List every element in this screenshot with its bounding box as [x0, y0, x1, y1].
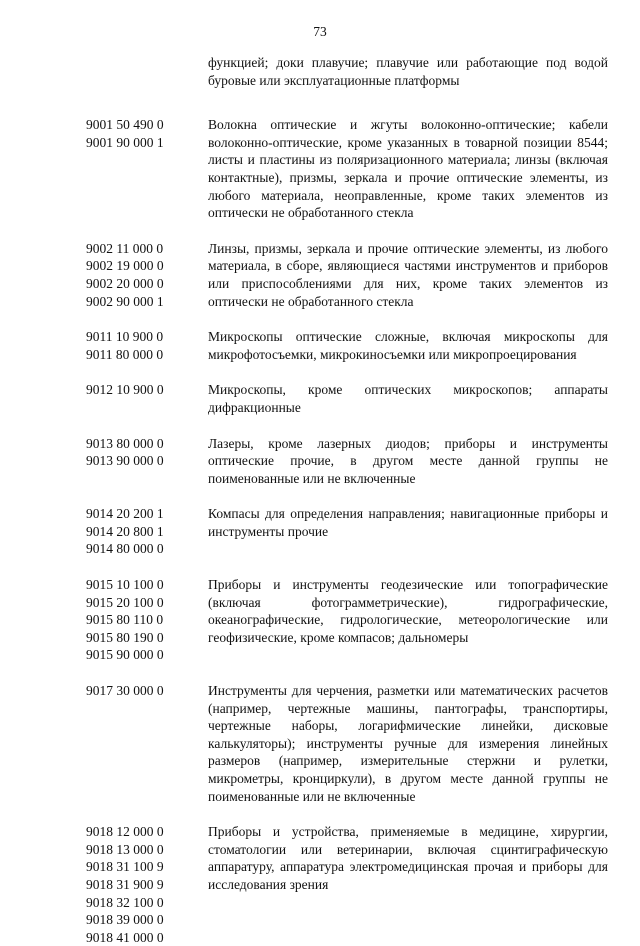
tnved-code: 9002 90 000 1 [86, 293, 164, 309]
list-item [86, 328, 608, 363]
list-item [86, 116, 608, 222]
tnved-code: 9015 90 000 0 [86, 647, 164, 663]
code-column [86, 682, 208, 700]
tnved-code: 9011 10 900 0 [86, 329, 164, 345]
code-column [86, 435, 208, 470]
list-item [86, 576, 608, 664]
tnved-code: 9018 31 100 9 [86, 859, 164, 875]
list-item [86, 505, 608, 558]
tnved-code: 9001 90 000 1 [86, 134, 164, 150]
code-column [86, 328, 208, 363]
page-number: 73 [313, 24, 327, 39]
tnved-code: 9013 90 000 0 [86, 453, 164, 469]
tnved-code: 9015 20 100 0 [86, 594, 164, 610]
tnved-code: 9018 41 000 0 [86, 929, 164, 945]
tnved-code: 9014 20 200 1 [86, 506, 164, 522]
list-item [86, 682, 608, 805]
tnved-code: 9018 39 000 0 [86, 912, 164, 928]
code-column [86, 381, 208, 399]
code-column [86, 505, 208, 558]
item-description: Инструменты для черчения, разметки или математических расчетов (например, чертежные машины, пантографы, транспортиры, чертежные наборы, логарифмические линейки, дисковые калькуляторы); инструменты ручные для измерения линейных размеров (например, измерительные стержни и рулетки, микрометры, кронциркули), в другом месте данной группы не поименованные или не включенные [208, 683, 608, 804]
code-column [86, 576, 208, 664]
item-description: Лазеры, кроме лазерных диодов; приборы и инструменты оптические прочие, в другом месте данной группы не поименованные или не включенные [208, 435, 608, 486]
item-description: функцией; доки плавучие; плавучие или работающие под водой буровые или эксплуатационные платформы [208, 55, 608, 88]
tnved-code: 9002 19 000 0 [86, 258, 164, 274]
tnved-code: 9012 10 900 0 [86, 382, 164, 398]
code-column [86, 823, 208, 946]
tnved-code: 9018 32 100 0 [86, 894, 164, 910]
tnved-code: 9015 80 190 0 [86, 629, 164, 645]
tnved-code: 9014 80 000 0 [86, 541, 164, 557]
tnved-code: 9018 31 900 9 [86, 876, 164, 892]
item-description: Микроскопы, кроме оптических микроскопов; аппараты дифракционные [208, 382, 608, 415]
item-description: Волокна оптические и жгуты волоконно-оптические; кабели волоконно-оптические, кроме указанных в товарной позиции 8544; листы и пластины из поляризационного материала; линзы (включая контактные), призмы, зеркала и прочие оптические элементы, из любого материала, неоправленные, кроме таких элементов из оптически не обработанного стекла [208, 117, 608, 221]
tnved-code: 9013 80 000 0 [86, 435, 164, 451]
tnved-code: 9014 20 800 1 [86, 523, 164, 539]
item-description: Приборы и инструменты геодезические или топографические (включая фотограмметрические), гидрографические, океанографические, гидрологические, метеорологические или геофизические, кроме компасов; дальномеры [208, 577, 608, 645]
list-item [86, 381, 608, 416]
item-description: Линзы, призмы, зеркала и прочие оптические элементы, из любого материала, в сборе, являющиеся частями инструментов и приборов или приспособлениями для них, кроме таких элементов из оптически не обработанного стекла [208, 240, 608, 309]
code-column [86, 240, 208, 310]
tnved-code: 9015 80 110 0 [86, 612, 164, 628]
tnved-code: 9002 11 000 0 [86, 240, 164, 256]
list-item [86, 240, 608, 310]
tnved-code: 9018 12 000 0 [86, 824, 164, 840]
item-description: Компасы для определения направления; навигационные приборы и инструменты прочие [208, 506, 608, 539]
item-description: Приборы и устройства, применяемые в медицине, хирургии, стоматологии или ветеринарии, включая сцинтиграфическую аппаратуру, аппаратура электромедицинская прочая и приборы для исследования зрения [208, 824, 608, 892]
tnved-code-list [86, 54, 608, 946]
list-item [86, 54, 608, 89]
list-item [86, 435, 608, 488]
tnved-code: 9015 10 100 0 [86, 577, 164, 593]
tnved-code: 9011 80 000 0 [86, 346, 164, 362]
tnved-code: 9002 20 000 0 [86, 275, 164, 291]
tnved-code: 9017 30 000 0 [86, 683, 164, 699]
tnved-code: 9001 50 490 0 [86, 117, 164, 133]
code-column [86, 116, 208, 151]
tnved-code: 9018 13 000 0 [86, 841, 164, 857]
list-item [86, 823, 608, 946]
item-description: Микроскопы оптические сложные, включая микроскопы для микрофотосъемки, микрокиносъемки или микропроецирования [208, 329, 608, 362]
